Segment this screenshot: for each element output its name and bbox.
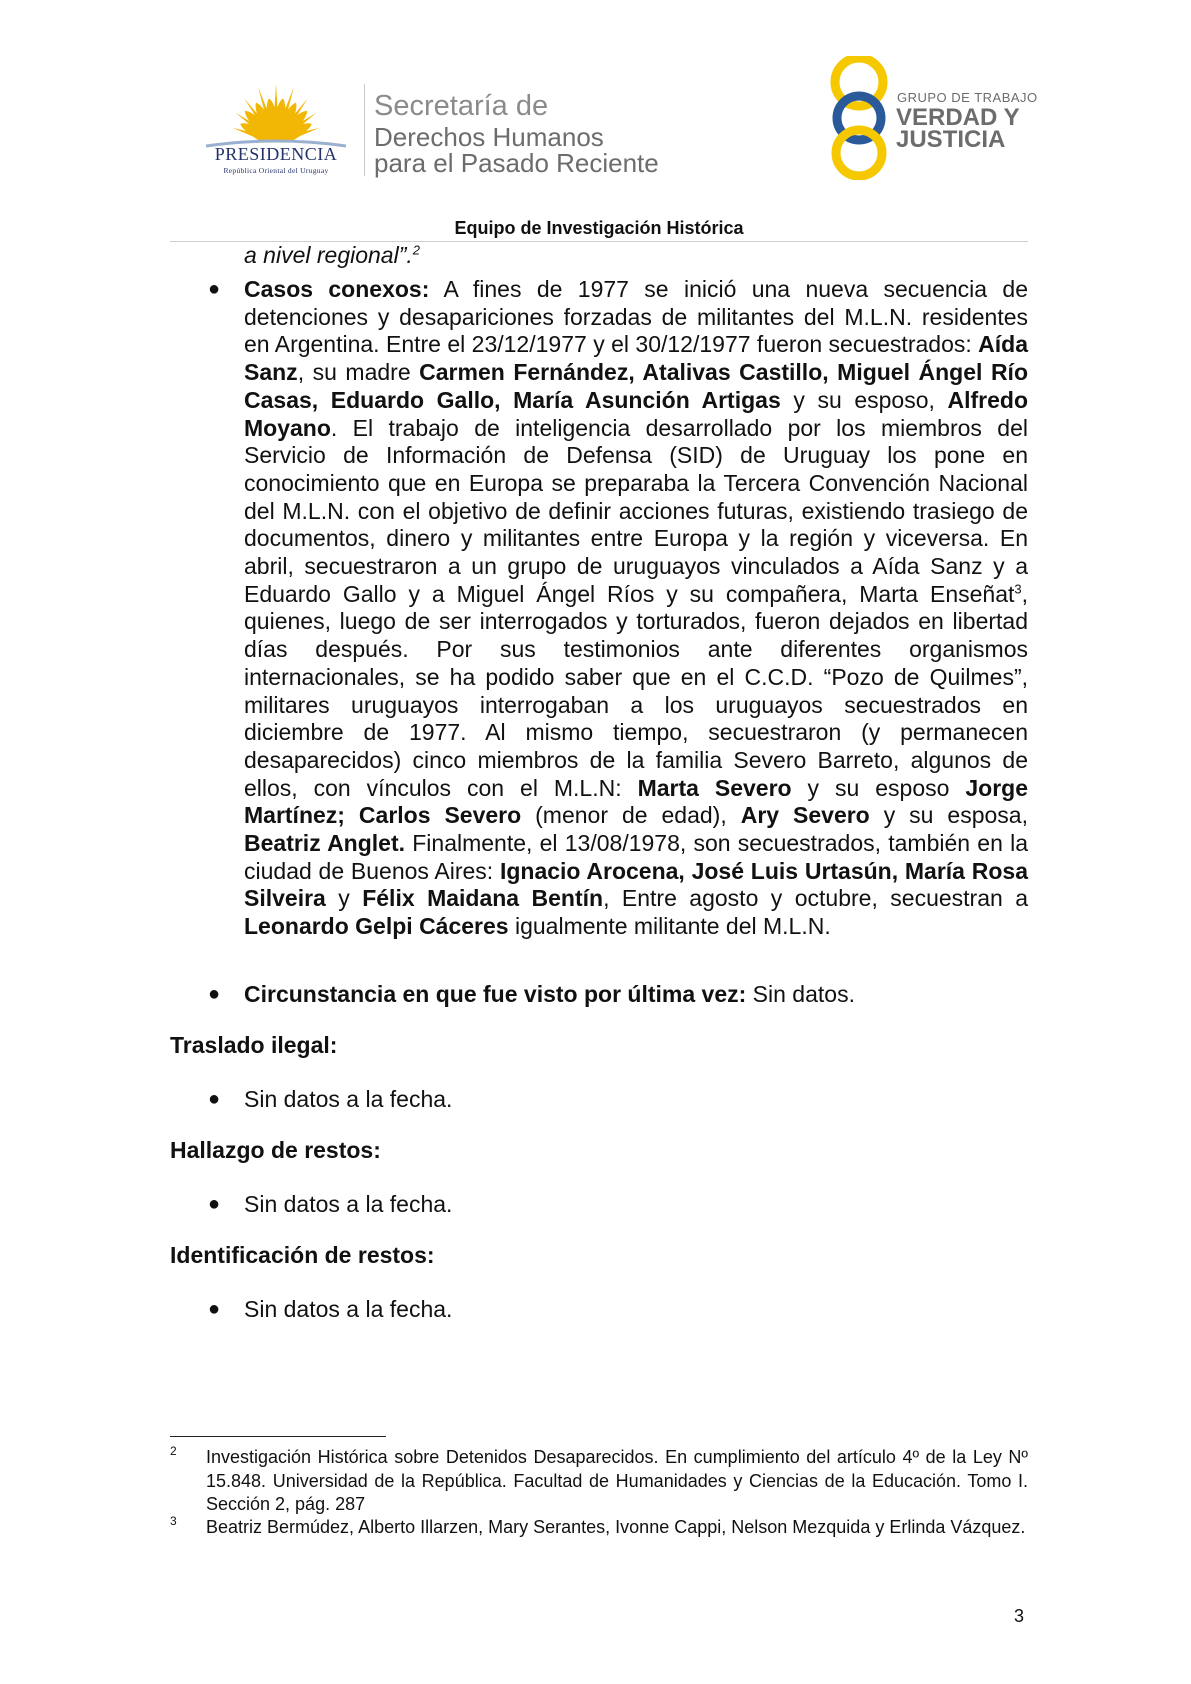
casos-bold-8: Ignacio Arocena, José Luis Urtasún, María Rosa Silveira: [244, 857, 1028, 912]
grupo-line2: VERDAD Y: [896, 104, 1020, 131]
page-number: 3: [1014, 1606, 1025, 1626]
casos-text-3: y su esposo,: [780, 386, 948, 413]
verdad-justicia-logo-icon: [822, 56, 896, 180]
section-heading-traslado: Traslado ilegal:: [170, 1032, 338, 1058]
casos-text-9: Finalmente, el 13/08/1978, son secuestrados, también en la ciudad de Buenos Aires:: [244, 830, 1028, 884]
casos-bold-6: Ary Severo: [740, 802, 870, 829]
secretaria-line1: Secretaría de: [374, 90, 549, 122]
grupo-line1: GRUPO DE TRABAJO: [897, 90, 1038, 105]
presidencia-title: PRESIDENCIA: [214, 144, 338, 164]
casos-text-10: y: [325, 885, 363, 912]
secretaria-line2: Derechos Humanos: [374, 122, 604, 152]
footnote-number: 2: [170, 1444, 177, 1458]
bullet-icon: ●: [208, 278, 221, 300]
team-title: Equipo de Investigación Histórica: [454, 218, 744, 238]
casos-bold-9: Félix Maidana Bentín: [362, 885, 604, 912]
casos-text-11: , Entre agosto y octubre, secuestran a: [603, 885, 1029, 912]
casos-bold-3: Alfredo Moyano: [244, 386, 1028, 441]
casos-text-12: igualmente militante del M.L.N.: [508, 913, 831, 940]
footnote-text: Beatriz Bermúdez, Alberto Illarzen, Mary Serantes, Ivonne Cappi, Nelson Mezquida y Erlinda Vázquez.: [206, 1517, 1026, 1537]
footnote-ref-2: 2: [412, 242, 420, 258]
casos-text-7: (menor de edad),: [521, 802, 741, 829]
grupo-line3: JUSTICIA: [896, 126, 1006, 153]
bullet-icon: ●: [208, 983, 221, 1005]
circunstancia-label: Circunstancia en que fue visto por última vez:: [244, 981, 747, 1007]
casos-bold-4: Marta Severo: [637, 774, 792, 801]
section-heading-identificacion: Identificación de restos:: [170, 1242, 435, 1268]
sun-logo-icon: [196, 80, 356, 180]
circunstancia-value: Sin datos.: [746, 981, 855, 1007]
footnote-ref-3: 3: [1014, 581, 1022, 597]
presidencia-subtitle: República Oriental del Uruguay: [223, 166, 329, 175]
bullet-icon: ●: [208, 1088, 221, 1110]
casos-conexos-paragraph: [244, 276, 1028, 941]
circunstancia-paragraph: [244, 981, 1028, 1009]
section-heading-hallazgo: Hallazgo de restos:: [170, 1137, 381, 1163]
casos-text-8: y su esposa,: [869, 802, 1028, 829]
header-divider: [364, 84, 365, 176]
section-item-traslado: Sin datos a la fecha.: [244, 1086, 453, 1112]
section-item-identificacion: Sin datos a la fecha.: [244, 1296, 453, 1322]
casos-bold-10: Leonardo Gelpi Cáceres: [244, 913, 509, 940]
footnote-text: Investigación Histórica sobre Detenidos Desaparecidos. En cumplimiento del artículo 4º de la Ley Nº 15.848. Universidad de la República. Facultad de Humanidades y Ciencias de la Educación. Tomo I. Sección 2, pág. 287: [206, 1447, 1028, 1514]
continuation-text: [244, 242, 420, 270]
casos-bold-7: Beatriz Anglet.: [244, 830, 406, 857]
bullet-icon: ●: [208, 1298, 221, 1320]
casos-conexos-label: Casos conexos:: [244, 276, 430, 302]
casos-text-2: , su madre: [297, 359, 420, 386]
casos-text-1: A fines de 1977 se inició una nueva secuencia de detenciones y desapariciones forzadas de militantes del M.L.N. residentes en Argentina. Entre el 23/12/1977 y el 30/12/1977 fueron secuestrados:: [244, 276, 1028, 358]
casos-bold-2: Carmen Fernández, Atalivas Castillo, Miguel Ángel Río Casas, Eduardo Gallo, María Asunción Artigas: [244, 359, 1028, 413]
secretaria-line3: para el Pasado Reciente: [374, 148, 659, 178]
footnote-separator: [170, 1436, 386, 1437]
continuation-quote: a nivel regional”.: [244, 242, 413, 268]
casos-text-4: . El trabajo de inteligencia desarrollado por los miembros del Servicio de Información de Defensa (SID) de Uruguay los pone en conocimiento que en Europa se preparaba la Tercera Convención Nacional del M.L.N. con el objetivo de definir acciones futuras, existiendo trasiego de documentos, dinero y militantes entre Europa y la región y viceversa. En abril, secuestraron a un grupo de uruguayos vinculados a Aída Sanz y a Eduardo Gallo y a Miguel Ángel Ríos y su compañera, Marta Enseñat: [244, 414, 1028, 607]
section-item-hallazgo: Sin datos a la fecha.: [244, 1191, 453, 1217]
footnote-number: 3: [170, 1514, 177, 1528]
casos-text-6: y su esposo: [791, 774, 966, 801]
casos-text-5: , quienes, luego de ser interrogados y torturados, fueron dejados en libertad días después. Por sus testimonios ante diferentes organismos internacionales, se ha podido saber que en el C.C.D. “Pozo de Quilmes”, militares uruguayos interrogaban a los uruguayos secuestrados en diciembre de 1977. Al mismo tiempo, secuestraron (y permanecen desaparecidos) cinco miembros de la familia Severo Barreto, algunos de ellos, con vínculos con el M.L.N:: [244, 580, 1028, 801]
casos-bold-1: Aída Sanz: [244, 331, 1028, 386]
casos-bold-5: Jorge Martínez; Carlos Severo: [244, 774, 1028, 829]
bullet-icon: ●: [208, 1193, 221, 1215]
